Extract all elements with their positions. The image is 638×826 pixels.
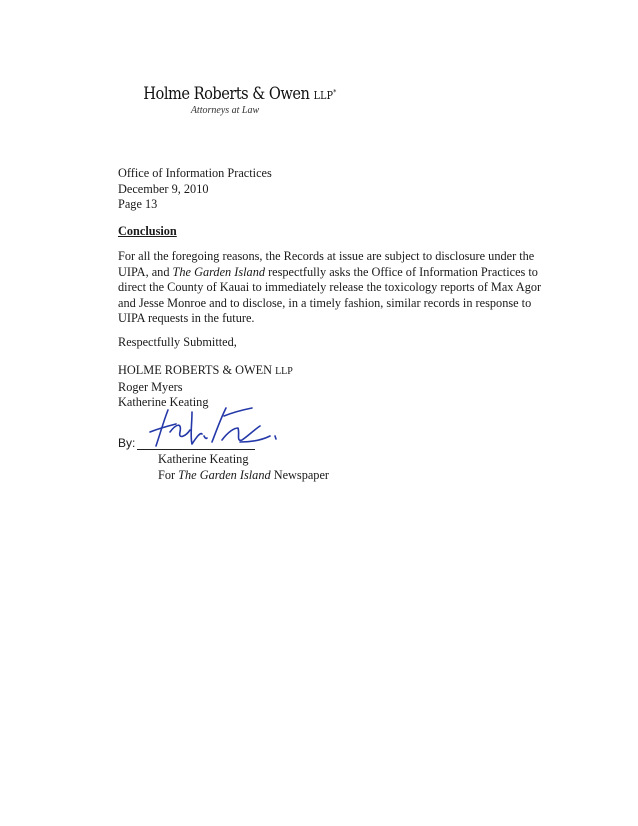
- attorney-line: Roger Myers: [118, 379, 183, 394]
- conclusion-paragraph: [118, 249, 542, 327]
- conclusion-heading: Conclusion: [118, 224, 177, 238]
- signature-rule: [137, 437, 255, 450]
- client-line: [158, 468, 329, 484]
- letterhead: [130, 84, 337, 116]
- closing-line: Respectfully Submitted,: [118, 335, 237, 349]
- line-text: UIPA requests in the future.: [118, 311, 255, 326]
- line-text: direct the County of Kauai to immediately release the toxicology reports of Max Agor: [118, 280, 542, 295]
- paragraph-line: [118, 249, 538, 265]
- firm-logo-name: [143, 84, 337, 104]
- firm-mark: *: [333, 88, 337, 97]
- signer-name: Katherine Keating: [158, 452, 249, 466]
- page-number-line: Page 13: [118, 197, 158, 211]
- firm-line: [118, 363, 293, 380]
- date-line: December 9, 2010: [118, 181, 209, 196]
- publication-title: The Garden Island: [172, 264, 265, 279]
- signer-block: [158, 452, 329, 483]
- reference-block: [118, 166, 272, 213]
- firm-suffix-text: LLP: [313, 89, 334, 102]
- client-publication-title: The Garden Island: [178, 467, 271, 482]
- line-text: and Jesse Monroe and to disclose, in a timely fashion, similar records in response to: [118, 295, 532, 310]
- paragraph-line: [118, 296, 538, 312]
- line-text: UIPA, and: [118, 264, 173, 279]
- client-line-text: For: [158, 467, 179, 482]
- attorney-line: Katherine Keating: [118, 395, 209, 409]
- firm-name-text: Holme Roberts & Owen: [143, 84, 310, 104]
- firm-line-text: HOLME ROBERTS & OWEN: [118, 363, 272, 377]
- recipient-line: Office of Information Practices: [118, 166, 272, 180]
- paragraph-line: [118, 280, 542, 296]
- by-label: By:: [118, 436, 136, 450]
- firm-line-suffix: LLP: [275, 366, 293, 377]
- line-text: respectfully asks the Office of Information Practices to: [265, 264, 538, 279]
- client-line-text: Newspaper: [270, 467, 330, 482]
- firm-tagline: Attorneys at Law: [190, 105, 260, 116]
- paragraph-line: [118, 265, 538, 281]
- firm-suffix: [314, 89, 337, 102]
- line-text: For all the foregoing reasons, the Records at issue are subject to disclosure under the: [118, 249, 535, 263]
- by-line: [118, 436, 255, 450]
- paragraph-line: [118, 311, 538, 327]
